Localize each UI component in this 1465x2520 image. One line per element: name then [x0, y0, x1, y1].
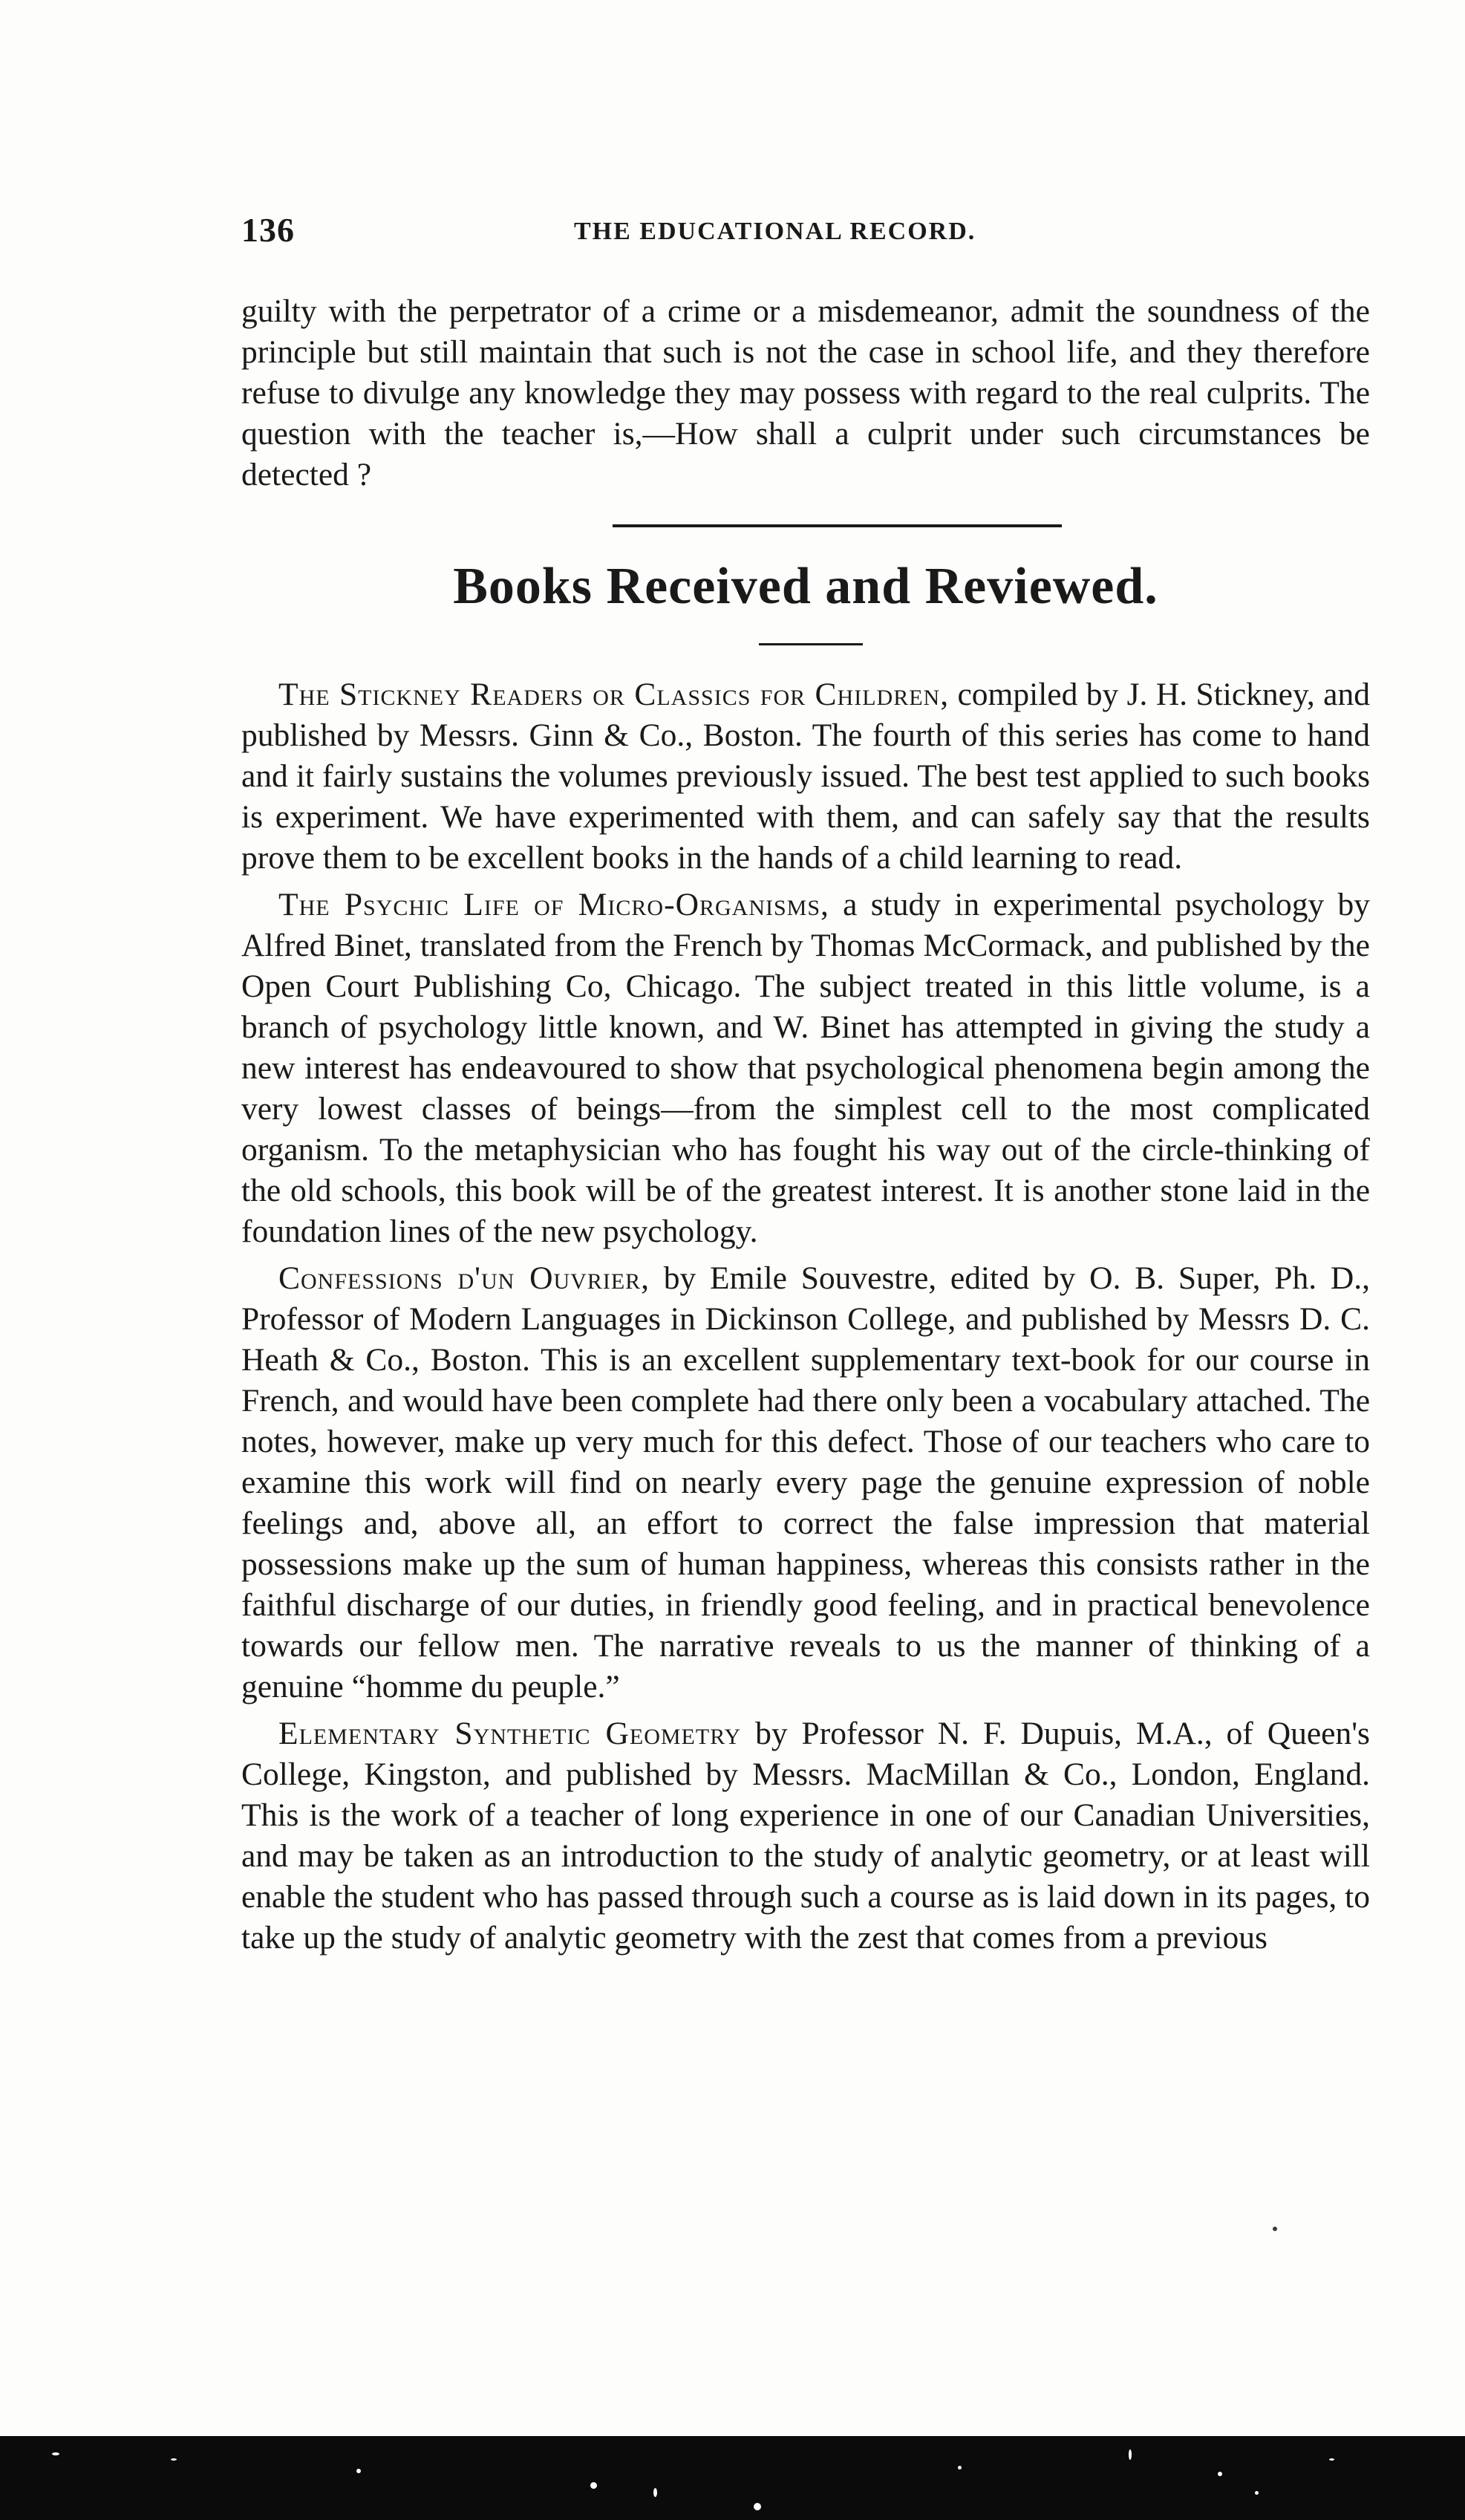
review-body: by Professor N. F. Dupuis, M.A., of Queen's College, Kingston, and published by Messrs. MacMillan & Co., London, England. This is the work of a teacher of long experience in one of our Canadian Universities, and may be taken as an introduction to the study of analytic geometry, or at least will enable the student who has passed through such a course as is laid down in its pages, to take up the study of analytic geometry with the zest that comes from a previous — [241, 1716, 1370, 1956]
intro-paragraph-block — [241, 291, 1370, 495]
scan-speck — [958, 2466, 962, 2469]
scan-speck — [653, 2488, 657, 2497]
review-title: The Stickney Readers or Classics for Children, — [278, 677, 950, 712]
review-title: Elementary Synthetic Geometry — [278, 1716, 742, 1751]
section-divider-short — [759, 643, 863, 645]
scan-speck — [754, 2503, 761, 2510]
scan-speck — [1329, 2458, 1334, 2461]
scan-speck — [52, 2452, 59, 2455]
scan-speck — [1273, 2227, 1277, 2231]
scan-speck — [590, 2482, 597, 2489]
review-body: by Emile Souvestre, edited by O. B. Super, Ph. D., Professor of Modern Languages in Dickinson College, and published by Messrs D. C. Heath & Co., Boston. This is an excellent supplementary text-book for our course in French, and would have been complete had there only been a vocabulary attached. The notes, however, make up very much for this defect. Those of our teachers who care to examine this work will find on nearly every page the genuine expression of noble feelings and, above all, an effort to correct the false impression that material possessions make up the sum of human happiness, whereas this consists rather in the faithful discharge of our duties, in friendly good feeling, and in practical benevolence towards our fellow men. The narrative reveals to us the manner of thinking of a genuine “homme du peuple.” — [241, 1260, 1370, 1705]
review-title: Confessions d'un Ouvrier, — [278, 1260, 650, 1296]
scan-speck — [1255, 2491, 1259, 2495]
page-header — [241, 210, 1370, 262]
running-head: THE EDUCATIONAL RECORD. — [574, 218, 976, 245]
review-title: The Psychic Life of Micro-Organisms, — [278, 887, 829, 922]
section-title: Books Received and Reviewed. — [453, 558, 1158, 615]
review-item — [241, 1713, 1370, 1959]
review-item — [241, 885, 1370, 1252]
scan-speck — [1218, 2472, 1222, 2476]
reviews-block — [241, 674, 1370, 1959]
review-item — [241, 674, 1370, 879]
review-body: a study in experimental psychology by Alfred Binet, translated from the French by Thomas McCormack, and published by the Open Court Publishing Co, Chicago. The subject treated in this little volume, is a branch of psychology little known, and W. Binet has attempted in giving the study a new interest has endeavoured to show that psychological phenomena begin among the very lowest classes of beings—from the simplest cell to the most complicated organism. To the metaphysician who has fought his way out of the circle-thinking of the old schools, this book will be of the greatest interest. It is another stone laid in the foundation lines of the new psychology. — [241, 887, 1370, 1249]
scan-speck — [356, 2469, 361, 2473]
scan-speck — [171, 2458, 177, 2461]
scan-speck — [1129, 2449, 1132, 2460]
review-body: compiled by J. H. Stickney, and published by Messrs. Ginn & Co., Boston. The fourth of this series has come to hand and it fairly sustains the volumes previously issued. The best test applied to such books is experiment. We have experimented with them, and can safely say that the results prove them to be excellent books in the hands of a child learning to read. — [241, 677, 1370, 876]
section-divider-top — [613, 524, 1062, 527]
scan-bottom-edge — [0, 2436, 1465, 2520]
intro-paragraph: guilty with the perpetrator of a crime or a misdemeanor, admit the soundness of the principle but still maintain that such is not the case in school life, and they therefore refuse to divulge any knowledge they may possess with regard to the real culprits. The question with the teacher is,—How shall a culprit under such circumstances be detected ? — [241, 293, 1370, 492]
review-item — [241, 1258, 1370, 1707]
page-number: 136 — [241, 211, 295, 249]
